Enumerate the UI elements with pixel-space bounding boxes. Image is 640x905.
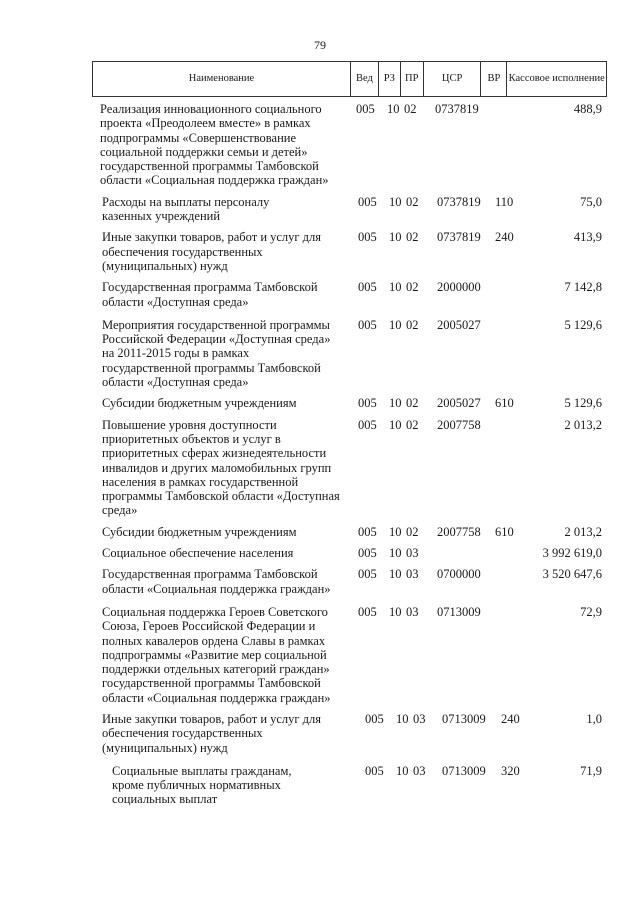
- row-rz: 10: [389, 280, 402, 295]
- row-pr: 03: [413, 711, 426, 726]
- header-rz: РЗ: [379, 62, 401, 96]
- row-rz: 10: [389, 396, 402, 411]
- row-sum: 72,9: [580, 604, 602, 619]
- row-rz: 10: [389, 604, 402, 619]
- row-rz: 10: [389, 317, 402, 332]
- row-sum: 1,0: [586, 711, 602, 726]
- header-vr: ВР: [481, 62, 507, 96]
- row-name: Социальная поддержка Героев Советского Союза, Героев Российской Федерации и полных кавалеров ордена Славы в рамках подпрограммы «Развитие мер социальной поддержки отдельных категорий граждан» государственной программы Тамбовской области «Социальная поддержка граждан»: [102, 604, 331, 705]
- row-name: Государственная программа Тамбовской области «Доступная среда»: [102, 280, 318, 309]
- row-csr: 2007758: [437, 524, 481, 539]
- row-csr: 0713009: [442, 763, 486, 778]
- row-pr: 02: [406, 524, 419, 539]
- row-csr: 2005027: [437, 317, 481, 332]
- table-row: [0, 764, 640, 807]
- row-ved: 005: [365, 711, 384, 726]
- row-name: Субсидии бюджетным учреждениям: [102, 524, 297, 539]
- row-pr: 03: [406, 567, 419, 582]
- row-csr: 0737819: [437, 230, 481, 245]
- header-ved: Вед: [351, 62, 379, 96]
- row-vr: 240: [501, 711, 520, 726]
- row-vr: 610: [495, 396, 514, 411]
- row-csr: 0737819: [437, 194, 481, 209]
- row-ved: 005: [365, 763, 384, 778]
- table-row: [0, 280, 640, 309]
- row-rz: 10: [389, 417, 402, 432]
- table-row: [0, 605, 640, 705]
- row-ved: 005: [358, 524, 377, 539]
- row-name: Реализация инновационного социального проекта «Преодолеем вместе» в рамках подпрограммы «Совершенствование социальной поддержки семьи и детей» государственной программы Тамбовской области «Социальная поддержка граждан»: [100, 102, 329, 188]
- row-ved: 005: [358, 604, 377, 619]
- table-row: [0, 567, 640, 596]
- row-pr: 02: [406, 194, 419, 209]
- page-number: 79: [314, 38, 326, 52]
- header-sum: Кассовое исполнение: [508, 73, 605, 84]
- row-ved: 005: [358, 230, 377, 245]
- row-csr: 0713009: [442, 711, 486, 726]
- row-rz: 10: [389, 546, 402, 561]
- row-ved: 005: [358, 567, 377, 582]
- row-sum: 2 013,2: [564, 417, 602, 432]
- row-csr: 0700000: [437, 567, 481, 582]
- row-pr: 03: [406, 546, 419, 561]
- row-name: Иные закупки товаров, работ и услуг для обеспечения государственных (муниципальных) нужд: [102, 711, 322, 755]
- row-pr: 02: [406, 230, 419, 245]
- row-ved: 005: [358, 546, 377, 561]
- row-sum: 2 013,2: [564, 524, 602, 539]
- row-ved: 005: [358, 396, 377, 411]
- header-csr: ЦСР: [424, 62, 482, 96]
- table-row: [0, 230, 640, 273]
- row-name: Государственная программа Тамбовской области «Социальная поддержка граждан»: [102, 567, 331, 596]
- row-sum: 488,9: [573, 102, 602, 116]
- row-rz: 10: [389, 230, 402, 245]
- row-sum: 3 992 619,0: [542, 546, 602, 561]
- row-sum: 71,9: [580, 763, 602, 778]
- table-body: [0, 102, 640, 807]
- row-sum: 5 129,6: [564, 396, 602, 411]
- header-name: Наименование: [93, 62, 351, 96]
- row-csr: 0737819: [435, 102, 479, 116]
- table-row: [0, 318, 640, 389]
- table-row: [0, 102, 640, 188]
- table-row: [0, 525, 640, 539]
- row-name: Субсидии бюджетным учреждениям: [102, 396, 297, 411]
- table-header: [92, 61, 607, 97]
- row-name: Социальное обеспечение населения: [102, 546, 294, 561]
- row-name: Повышение уровня доступности приоритетных объектов и услуг в приоритетных сферах жизнедеятельности инвалидов и других маломобильных групп населения в рамках государственной программы Тамбовской области «Доступная среда»: [102, 417, 340, 518]
- row-pr: 02: [406, 396, 419, 411]
- row-vr: 320: [501, 763, 520, 778]
- row-csr: 2007758: [437, 417, 481, 432]
- row-pr: 02: [404, 102, 417, 116]
- row-pr: 02: [406, 417, 419, 432]
- table-row: [0, 195, 640, 224]
- row-rz: 10: [389, 194, 402, 209]
- row-vr: 610: [495, 524, 514, 539]
- row-name: Иные закупки товаров, работ и услуг для обеспечения государственных (муниципальных) нужд: [102, 230, 322, 273]
- row-vr: 240: [495, 230, 514, 245]
- row-sum: 5 129,6: [564, 317, 602, 332]
- row-sum: 7 142,8: [564, 280, 602, 295]
- row-csr: 0713009: [437, 604, 481, 619]
- row-vr: 110: [495, 194, 514, 209]
- row-rz: 10: [389, 524, 402, 539]
- row-ved: 005: [358, 417, 377, 432]
- row-sum: 413,9: [573, 230, 602, 245]
- table-row: [0, 712, 640, 755]
- row-ved: 005: [358, 317, 377, 332]
- row-ved: 005: [356, 102, 375, 116]
- row-rz: 10: [389, 567, 402, 582]
- row-pr: 02: [406, 280, 419, 295]
- header-pr: ПР: [401, 62, 424, 96]
- row-ved: 005: [358, 194, 377, 209]
- row-rz: 10: [387, 102, 400, 116]
- row-name: Мероприятия государственной программы Российской Федерации «Доступная среда» на 2011-2015 годы в рамках государственной программы Тамбовской области «Доступная среда»: [102, 317, 331, 390]
- row-sum: 75,0: [580, 194, 602, 209]
- table-row: [0, 396, 640, 410]
- row-name: Социальные выплаты гражданам, кроме публичных нормативных социальных выплат: [112, 763, 292, 807]
- row-pr: 03: [413, 763, 426, 778]
- row-rz: 10: [396, 763, 409, 778]
- row-ved: 005: [358, 280, 377, 295]
- row-pr: 02: [406, 317, 419, 332]
- row-sum: 3 520 647,6: [542, 567, 602, 582]
- table-row: [0, 418, 640, 518]
- row-csr: 2005027: [437, 396, 481, 411]
- row-pr: 03: [406, 604, 419, 619]
- row-csr: 2000000: [437, 280, 481, 295]
- table-row: [0, 546, 640, 560]
- row-rz: 10: [396, 711, 409, 726]
- row-name: Расходы на выплаты персоналу казенных учреждений: [102, 194, 270, 224]
